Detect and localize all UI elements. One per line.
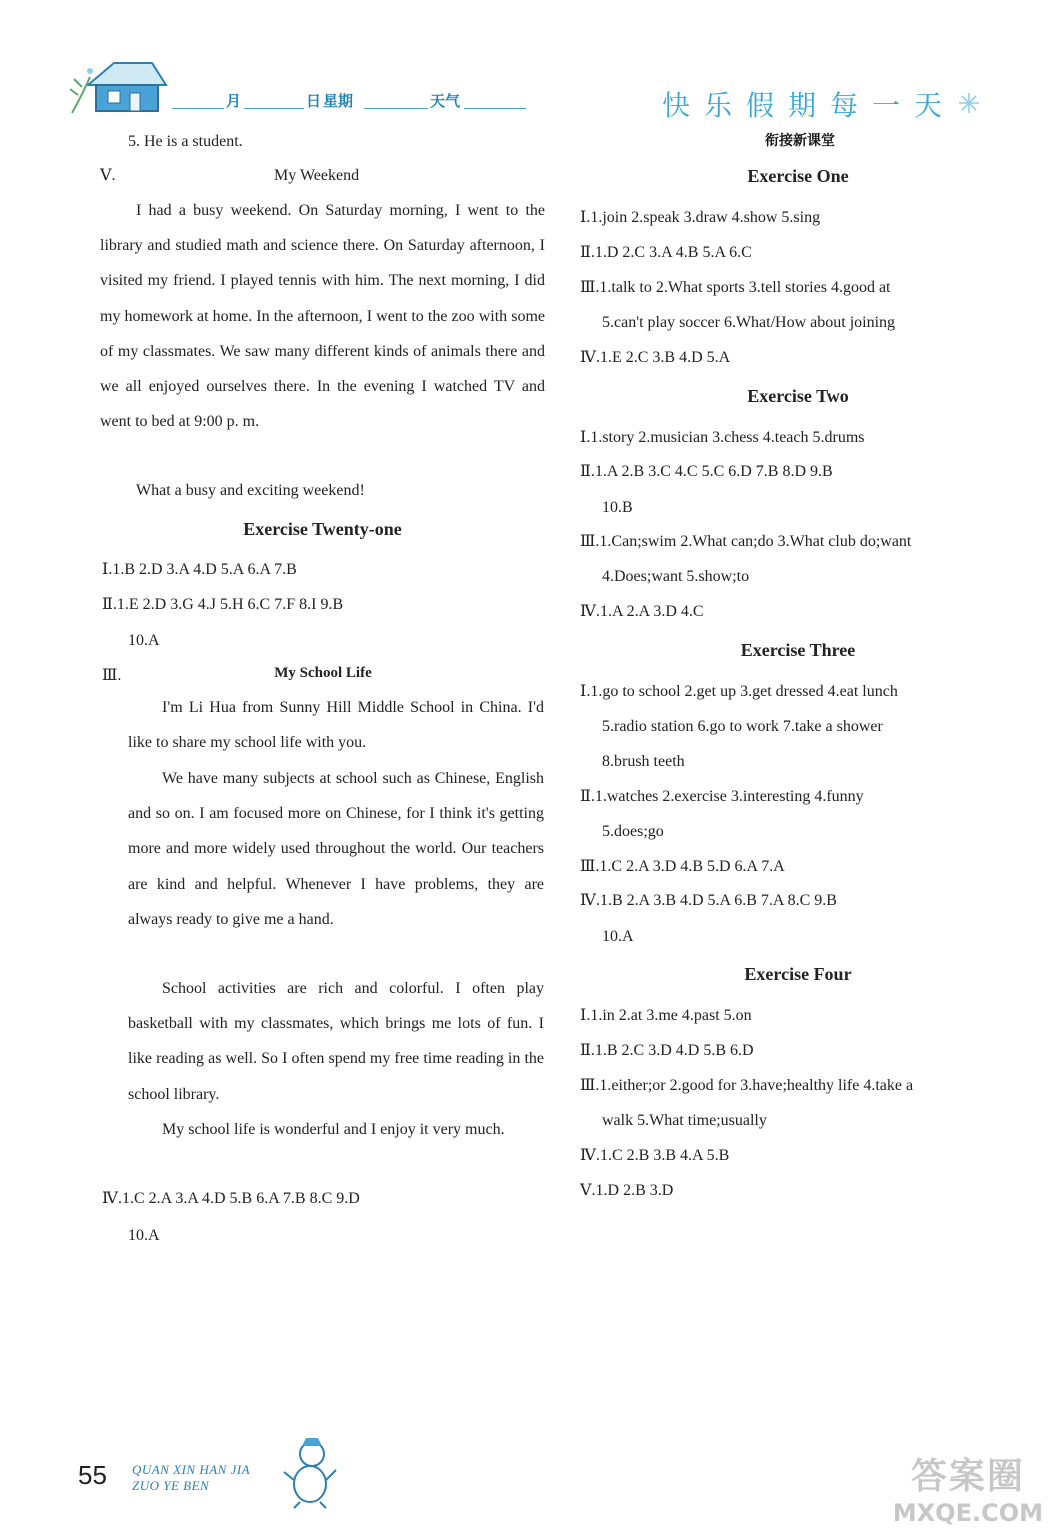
answer-line: 10.A xyxy=(128,1227,160,1244)
answer-line: 10.A xyxy=(602,928,634,945)
answer-line: 10.A xyxy=(128,632,160,649)
mascot-icon xyxy=(282,1436,338,1510)
house-logo-icon xyxy=(68,55,172,117)
answer-line: Ⅰ.1.join 2.speak 3.draw 4.show 5.sing xyxy=(580,209,821,226)
answer-line: Ⅰ.1.go to school 2.get up 3.get dressed 4.eat lunch xyxy=(580,683,898,700)
answer-line: Ⅰ.1.B 2.D 3.A 4.D 5.A 6.A 7.B xyxy=(102,561,297,578)
month-label: 月 xyxy=(226,92,242,110)
exercise-heading: Exercise Twenty-one xyxy=(243,519,402,539)
exercise-heading: Exercise One xyxy=(747,166,849,186)
answer-line: walk 5.What time;usually xyxy=(602,1112,767,1129)
exercise-heading: Exercise Four xyxy=(744,964,852,984)
answer-line: 10.B xyxy=(602,499,633,516)
answer-line: 5.can't play soccer 6.What/How about joining xyxy=(602,314,896,331)
page-number: 55 xyxy=(78,1460,107,1490)
answer-line: Ⅱ.1.E 2.D 3.G 4.J 5.H 6.C 7.F 8.I 9.B xyxy=(102,596,344,613)
answer-line: 5.does;go xyxy=(602,823,664,840)
answer-line: Ⅳ.1.E 2.C 3.B 4.D 5.A xyxy=(580,349,731,366)
day-label: 日 xyxy=(306,92,322,110)
watermark: 答案圈 MXQE.COM xyxy=(892,1456,1043,1527)
answer-line: Ⅰ.1.in 2.at 3.me 4.past 5.on xyxy=(580,1007,752,1024)
day-blank xyxy=(244,108,304,109)
weather-blank xyxy=(464,108,526,109)
answer-line: Ⅴ.1.D 2.B 3.D xyxy=(580,1182,674,1199)
section-marker: Ⅲ. xyxy=(102,667,122,684)
exercise-heading: Exercise Two xyxy=(747,386,849,406)
weekday-blank xyxy=(364,108,428,109)
page-title: 快乐假期每一天 xyxy=(662,89,957,122)
exercise-heading: Exercise Three xyxy=(740,640,856,660)
answer-line: Ⅳ.1.C 2.A 3.A 4.D 5.B 6.A 7.B 8.C 9.D xyxy=(102,1190,360,1207)
answer-line: Ⅲ.1.either;or 2.good for 3.have;healthy life 4.take a xyxy=(580,1077,914,1094)
section-title: 衔接新课堂 xyxy=(765,133,835,149)
essay-title: My Weekend xyxy=(274,167,360,184)
month-blank xyxy=(172,108,224,109)
brand-text: QUAN XIN HAN JIA xyxy=(132,1462,251,1477)
answer-line: Ⅱ.1.B 2.C 3.D 4.D 5.B 6.D xyxy=(580,1042,754,1059)
answer-line: 5. He is a student. xyxy=(128,133,243,150)
answer-line: Ⅱ.1.A 2.B 3.C 4.C 5.C 6.D 7.B 8.D 9.B xyxy=(580,463,833,480)
answer-line: Ⅳ.1.B 2.A 3.B 4.D 5.A 6.B 7.A 8.C 9.B xyxy=(580,892,837,909)
answer-line: Ⅳ.1.C 2.B 3.B 4.A 5.B xyxy=(580,1147,730,1164)
answer-line: Ⅳ.1.A 2.A 3.D 4.C xyxy=(580,603,704,620)
weather-label: 天气 xyxy=(430,92,461,110)
snowflake-icon xyxy=(958,92,980,114)
section-marker: Ⅴ. xyxy=(100,167,116,184)
brand-text: ZUO YE BEN xyxy=(132,1478,210,1493)
answer-line: 5.radio station 6.go to work 7.take a shower xyxy=(602,718,883,735)
answer-line: 8.brush teeth xyxy=(602,753,685,770)
answer-line: 4.Does;want 5.show;to xyxy=(602,568,750,585)
answer-line: Ⅲ.1.C 2.A 3.D 4.B 5.D 6.A 7.A xyxy=(580,858,785,875)
answer-line: Ⅱ.1.watches 2.exercise 3.interesting 4.funny xyxy=(580,788,864,805)
essay-paragraph: I'm Li Hua from Sunny Hill Middle School in China. I'd like to share my school life with you. xyxy=(128,699,544,752)
essay-title: My School Life xyxy=(274,665,372,681)
essay-paragraph: My school life is wonderful and I enjoy it very much. xyxy=(162,1121,505,1138)
answer-line: Ⅰ.1.story 2.musician 3.chess 4.teach 5.drums xyxy=(580,429,865,446)
answer-line: Ⅲ.1.Can;swim 2.What can;do 3.What club do;want xyxy=(580,533,912,550)
essay-paragraph: School activities are rich and colorful. I often play basketball with my classmates, which brings me lots of fun. I like reading as well. So I often spend my free time reading in the school library. xyxy=(128,980,544,1103)
answer-line: Ⅱ.1.D 2.C 3.A 4.B 5.A 6.C xyxy=(580,244,752,261)
essay-paragraph: We have many subjects at school such as Chinese, English and so on. I am focused more on Chinese, for I think it's getting more and more widely used throughout the world. Our teachers are kind and helpful. Whenever I have problems, they are always ready to give me a hand. xyxy=(128,770,544,928)
answer-line: Ⅲ.1.talk to 2.What sports 3.tell stories 4.good at xyxy=(580,279,891,296)
weekday-label: 星期 xyxy=(323,92,354,110)
essay-paragraph: I had a busy weekend. On Saturday morning, I went to the library and studied math and science there. On Saturday afternoon, I visited my friend. I played tennis with him. The next morning, I did my homework at home. In the afternoon, I went to the zoo with some of my classmates. We saw many different kinds of animals there and we all enjoyed ourselves there. In the evening I watched TV and went to bed at 9:00 p. m. xyxy=(100,202,545,431)
essay-paragraph: What a busy and exciting weekend! xyxy=(136,482,365,499)
